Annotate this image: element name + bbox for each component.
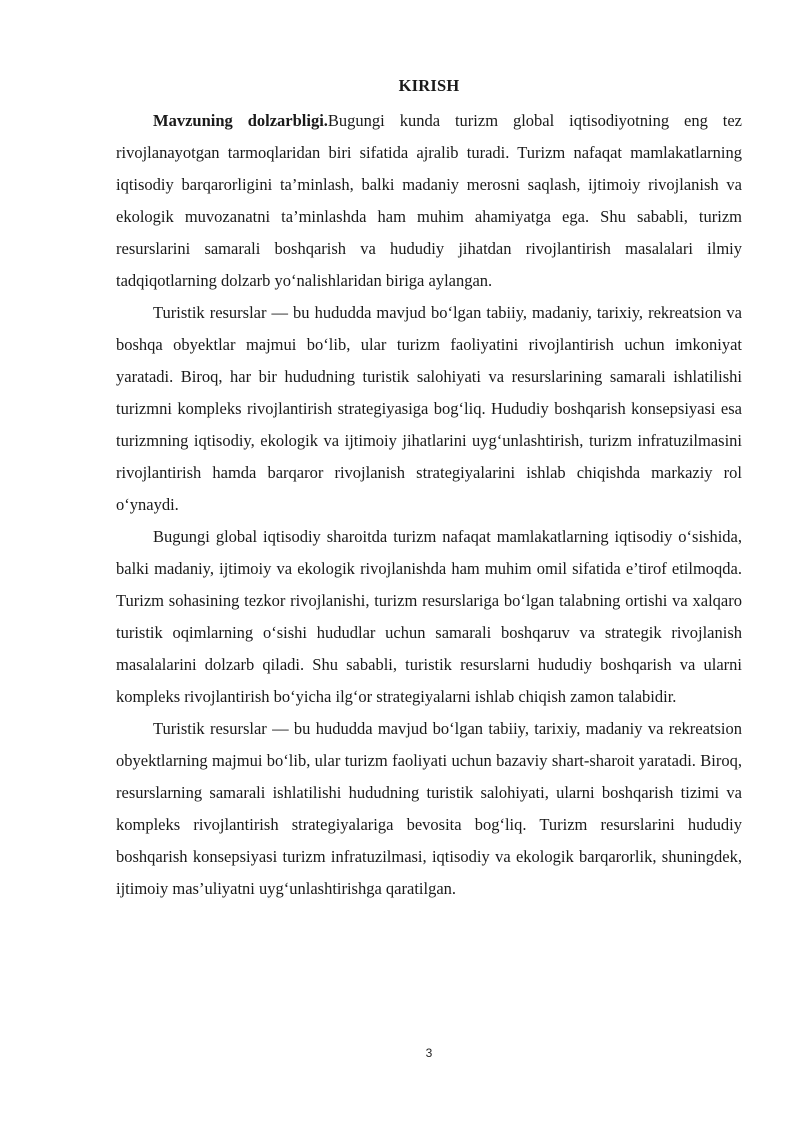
section-heading: KIRISH <box>398 76 460 95</box>
paragraph-resource-management: Turistik resurslar — bu hududda mavjud bo‘lgan tabiiy, tarixiy, madaniy va rekreatsion obyektlarning majmui bo‘lib, ular turizm faoliyati uchun bazaviy shart-sharoit yaratadi. Biroq, resurslarning samarali ishlatilishi hududning turistik salohiyati, ularni boshqarish tizimi va kompleks rivojlantirish strategiyalariga bevosita bog‘liq. Turizm resurslarini hududiy boshqarish konsepsiyasi turizm infratuzilmasi, iqtisodiy va ekologik barqarorlik, shuningdek, ijtimoiy mas’uliyatni uyg‘unlashtirishga qaratilgan. <box>116 719 742 898</box>
paragraph-relevance <box>116 105 742 297</box>
lead-label: Mavzuning dolzarbligi. <box>153 111 328 130</box>
paragraph-text: Bugungi kunda turizm global iqtisodiyotning eng tez rivojlanayotgan tarmoqlaridan biri sifatida ajralib turadi. Turizm nafaqat mamlakatlarning iqtisodiy barqarorligini ta’minlash, balki madaniy merosni saqlash, ijtimoiy rivojlanish va ekologik muvozanatni ta’minlashda ham muhim ahamiyatga ega. Shu sababli, turizm resurslarini samarali boshqarish va hududiy jihatdan rivojlantirish masalalari ilmiy tadqiqotlarning dolzarb yo‘nalishlaridan biriga aylangan. <box>116 111 742 290</box>
document-page <box>116 76 742 905</box>
paragraph-global-conditions: Bugungi global iqtisodiy sharoitda turizm nafaqat mamlakatlarning iqtisodiy o‘sishida, balki madaniy, ijtimoiy va ekologik rivojlanishda ham muhim omil sifatida e’tirof etilmoqda. Turizm sohasining tezkor rivojlanishi, turizm resurslariga bo‘lgan talabning ortishi va xalqaro turistik oqimlarning o‘sishi hududlar uchun samarali boshqaruv va strategik rivojlanish masalalarini dolzarb qiladi. Shu sababli, turistik resurslarni hududiy boshqarish va ularni kompleks rivojlantirish bo‘yicha ilg‘or strategiyalarni ishlab chiqish zamon talabidir. <box>116 527 742 706</box>
page-number: 3 <box>425 1046 433 1060</box>
paragraph-resources: Turistik resurslar — bu hududda mavjud bo‘lgan tabiiy, madaniy, tarixiy, rekreatsion va boshqa obyektlar majmui bo‘lib, ular turizm faoliyatini rivojlantirish uchun imkoniyat yaratadi. Biroq, har bir hududning turistik salohiyati va resurslarining samarali ishlatilishi turizmni kompleks rivojlantirish strategiyasiga bog‘liq. Hududiy boshqarish konsepsiyasi esa turizmning iqtisodiy, ekologik va ijtimoiy jihatlarini uyg‘unlashtirish, turizm infratuzilmasini rivojlantirish hamda barqaror rivojlanish strategiyalarini ishlab chiqishda markaziy rol o‘ynaydi. <box>116 303 742 514</box>
